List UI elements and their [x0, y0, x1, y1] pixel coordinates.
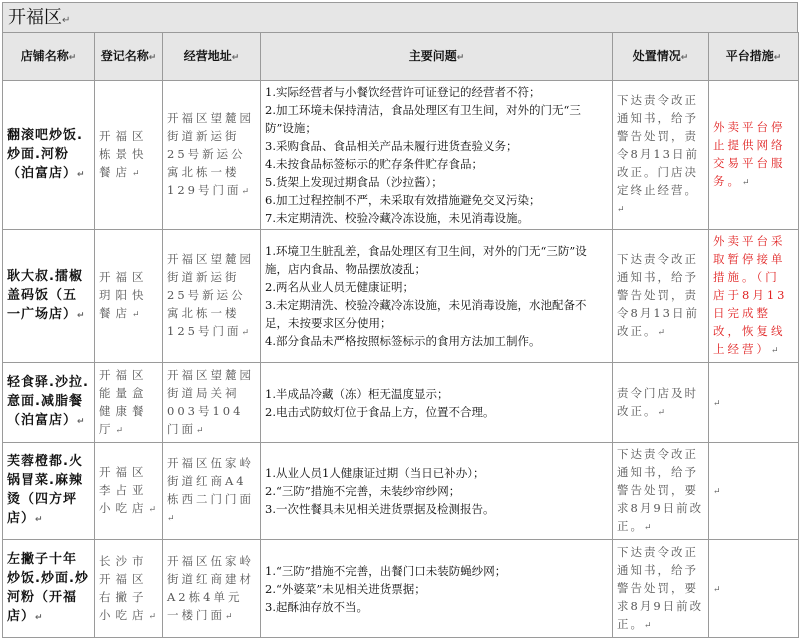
issue-line: 3.起酥油存放不当。	[265, 599, 368, 614]
store-name-cell: 轻食驿.沙拉.意面.减脂餐（泊富店）↵	[3, 363, 95, 443]
handling-cell: 下达责令改正通知书，给予警告处罚，责令8月13日前改正。门店决定终止经营。↵	[613, 81, 709, 230]
registered-name-cell: 开福区能量盒健康餐厅↵	[95, 363, 163, 443]
platform-measure-cell: ↵	[709, 363, 799, 443]
store-name-cell: 芙蓉橙都.火锅冒菜.麻辣烫（四方坪店）↵	[3, 443, 95, 540]
issue-line: 2.两名从业人员无健康证明；	[265, 280, 414, 294]
issues-cell	[261, 363, 613, 443]
handling-cell: 下达责令改正通知书，给予警告处罚，责令8月13日前改正。↵	[613, 230, 709, 363]
table-header-row	[3, 33, 799, 81]
platform-measure-cell: 外卖平台采取暂停接单措施。（门店于8月13日完成整改，恢复线上经营）↵	[709, 230, 799, 363]
issue-line: 2.电击式防蚊灯位于食品上方，位置不合理。	[265, 404, 495, 419]
issue-line: 3.未定期清洗、校验冷藏冷冻设施，未见消毒设施，水池配备不足，未按要求区分使用；	[265, 298, 587, 330]
handling-cell: 下达责令改正通知书，给予警告处罚，要求8月9日前改正。↵	[613, 540, 709, 638]
header-registered-name: 登记名称↵	[95, 33, 163, 81]
registered-name-cell: 开福区李占亚小吃店↵	[95, 443, 163, 540]
platform-measure-cell: 外卖平台停止提供网络交易平台服务。↵	[709, 81, 799, 230]
issue-line: 2.加工环境未保持清洁，食品处理区有卫生间，对外的门无“三防”设施；	[265, 103, 581, 135]
registered-name-cell: 长沙市开福区右撇子小吃店↵	[95, 540, 163, 638]
issue-line: 3.采购食品、食品相关产品未履行进货查验义务；	[265, 139, 518, 153]
registered-name-cell: 开福区玥阳快餐店↵	[95, 230, 163, 363]
issues-cell	[261, 443, 613, 540]
issue-line: 2.“外婆菜”未见相关进货票据；	[265, 581, 426, 596]
store-name-cell: 左撇子十年炒饭.炒面.炒河粉（开福店）↵	[3, 540, 95, 638]
table-row	[3, 230, 799, 363]
address-cell: 开福区望麓园街道局关祠003号104门面↵	[163, 363, 261, 443]
address-cell: 开福区望麓园街道新运街25号新运公寓北栋一楼125号门面↵	[163, 230, 261, 363]
issues-cell	[261, 230, 613, 363]
header-store-name: 店铺名称↵	[3, 33, 95, 81]
address-cell: 开福区伍家岭街道红商建材A2栋4单元一楼门面↵	[163, 540, 261, 638]
issue-line: 5.货架上发现过期食品（沙拉酱）；	[265, 175, 443, 189]
address-cell: 开福区望麓园街道新运街25号新运公寓北栋一楼129号门面↵	[163, 81, 261, 230]
store-name-cell: 耿大叔.擂椒盖码饭（五一广场店）↵	[3, 230, 95, 363]
issue-line: 2.“三防”措施不完善，未装纱帘纱网；	[265, 484, 461, 498]
district-title: 开福区	[8, 7, 62, 28]
header-main-issues: 主要问题↵	[261, 33, 613, 81]
issue-line: 7.未定期清洗、校验冷藏冷冻设施，未见消毒设施。	[265, 211, 529, 225]
issue-line: 4.部分食品未严格按照标签标示的食用方法加工制作。	[265, 334, 541, 348]
issue-line: 1.实际经营者与小餐饮经营许可证登记的经营者不符；	[265, 85, 541, 99]
header-address: 经营地址↵	[163, 33, 261, 81]
table-row	[3, 363, 799, 443]
issue-line: 6.加工过程控制不严，未采取有效措施避免交叉污染；	[265, 193, 541, 207]
address-cell: 开福区伍家岭街道红商A4栋西二门门面↵	[163, 443, 261, 540]
paragraph-mark-icon: ↵	[62, 15, 71, 26]
store-name-cell: 翻滚吧炒饭.炒面.河粉（泊富店）↵	[3, 81, 95, 230]
issue-line: 1.“三防”措施不完善，出餐门口未装防蝇纱网；	[265, 563, 507, 578]
issues-cell	[261, 540, 613, 638]
issue-line: 1.从业人员1人健康证过期（当日已补办）；	[265, 466, 485, 480]
platform-measure-cell: ↵	[709, 540, 799, 638]
table-row	[3, 443, 799, 540]
handling-cell: 下达责令改正通知书，给予警告处罚，要求8月9日前改正。↵	[613, 443, 709, 540]
document-page	[2, 2, 798, 638]
table-row	[3, 540, 799, 638]
issue-line: 1.环境卫生脏乱差，食品处理区有卫生间，对外的门无“三防”设施，店内食品、物品摆放凌乱；	[265, 244, 587, 276]
issue-line: 1.半成品冷藏（冻）柜无温度显示；	[265, 386, 449, 401]
table-row	[3, 81, 799, 230]
district-title-bar	[2, 2, 798, 32]
platform-measure-cell: ↵	[709, 443, 799, 540]
handling-cell: 责令门店及时改正。↵	[613, 363, 709, 443]
registered-name-cell: 开福区栋景快餐店↵	[95, 81, 163, 230]
inspection-table	[2, 32, 799, 638]
issue-line: 3.一次性餐具未见相关进货票据及检测报告。	[265, 502, 495, 516]
header-platform-measures: 平台措施↵	[709, 33, 799, 81]
issue-line: 4.未按食品标签标示的贮存条件贮存食品；	[265, 157, 483, 171]
issues-cell	[261, 81, 613, 230]
header-handling: 处置情况↵	[613, 33, 709, 81]
